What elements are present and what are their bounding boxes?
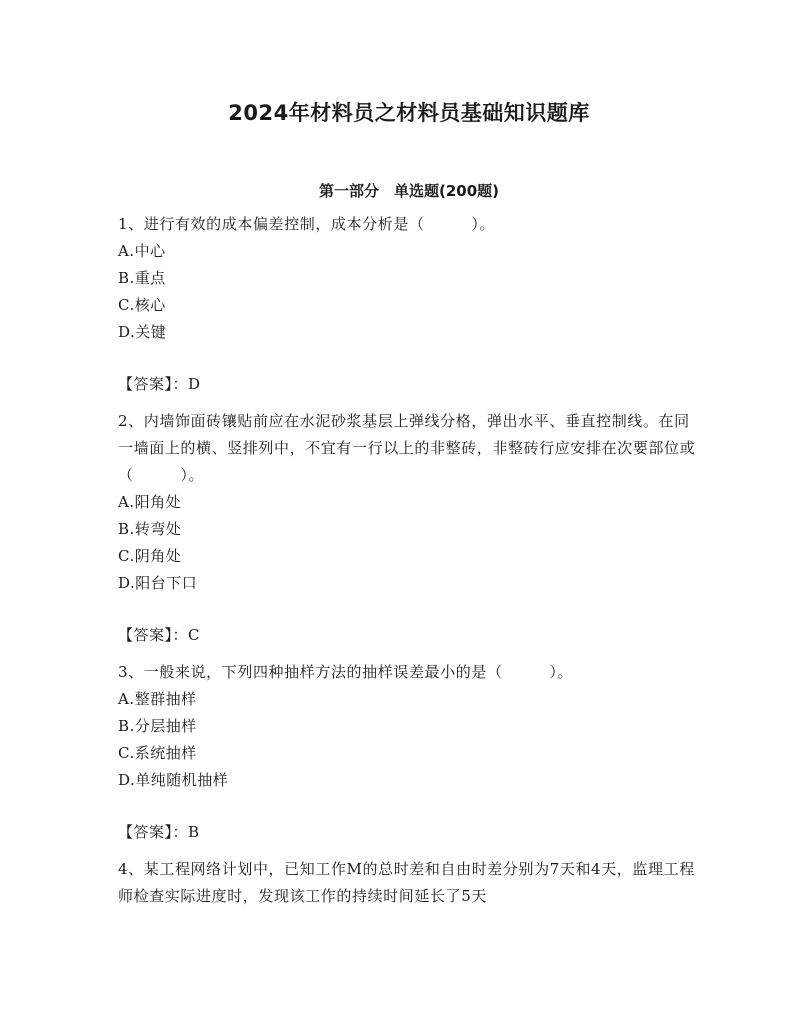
answer-label: 【答案】：D bbox=[118, 375, 201, 393]
document-title: 2024年材料员之材料员基础知识题库 bbox=[228, 101, 590, 125]
question-list bbox=[118, 211, 700, 910]
question-stem: 1、进行有效的成本偏差控制，成本分析是（ ）。 bbox=[118, 215, 496, 233]
option-b: B.转弯处 bbox=[118, 520, 182, 538]
option-d: D.单纯随机抽样 bbox=[118, 771, 229, 789]
option-list bbox=[118, 686, 700, 794]
option-c: C.阴角处 bbox=[118, 547, 182, 565]
section-heading: 第一部分 单选题(200题) bbox=[318, 182, 500, 200]
question-item bbox=[118, 211, 700, 398]
option-a: A.中心 bbox=[118, 242, 166, 260]
question-stem: 4、某工程网络计划中，已知工作M的总时差和自由时差分别为7天和4天，监理工程师检查实际进度时，发现该工作的持续时间延长了5天 bbox=[118, 860, 695, 905]
option-c: C.核心 bbox=[118, 296, 166, 314]
question-item bbox=[118, 659, 700, 846]
question-item bbox=[118, 856, 700, 910]
option-a: A.整群抽样 bbox=[118, 690, 197, 708]
question-item bbox=[118, 408, 700, 649]
answer-label: 【答案】：C bbox=[118, 626, 200, 644]
answer-label: 【答案】：B bbox=[118, 823, 200, 841]
option-b: B.分层抽样 bbox=[118, 717, 197, 735]
option-c: C.系统抽样 bbox=[118, 744, 197, 762]
option-list bbox=[118, 489, 700, 597]
option-a: A.阳角处 bbox=[118, 493, 182, 511]
question-stem: 3、一般来说，下列四种抽样方法的抽样误差最小的是（ ）。 bbox=[118, 663, 574, 681]
option-d: D.关键 bbox=[118, 323, 167, 341]
option-b: B.重点 bbox=[118, 269, 166, 287]
question-stem: 2、内墙饰面砖镶贴前应在水泥砂浆基层上弹线分格，弹出水平、垂直控制线。在同一墙面上的横、竖排列中，不宜有一行以上的非整砖，非整砖行应安排在次要部位或（ ）。 bbox=[118, 412, 696, 484]
option-d: D.阳台下口 bbox=[118, 574, 198, 592]
option-list bbox=[118, 238, 700, 346]
